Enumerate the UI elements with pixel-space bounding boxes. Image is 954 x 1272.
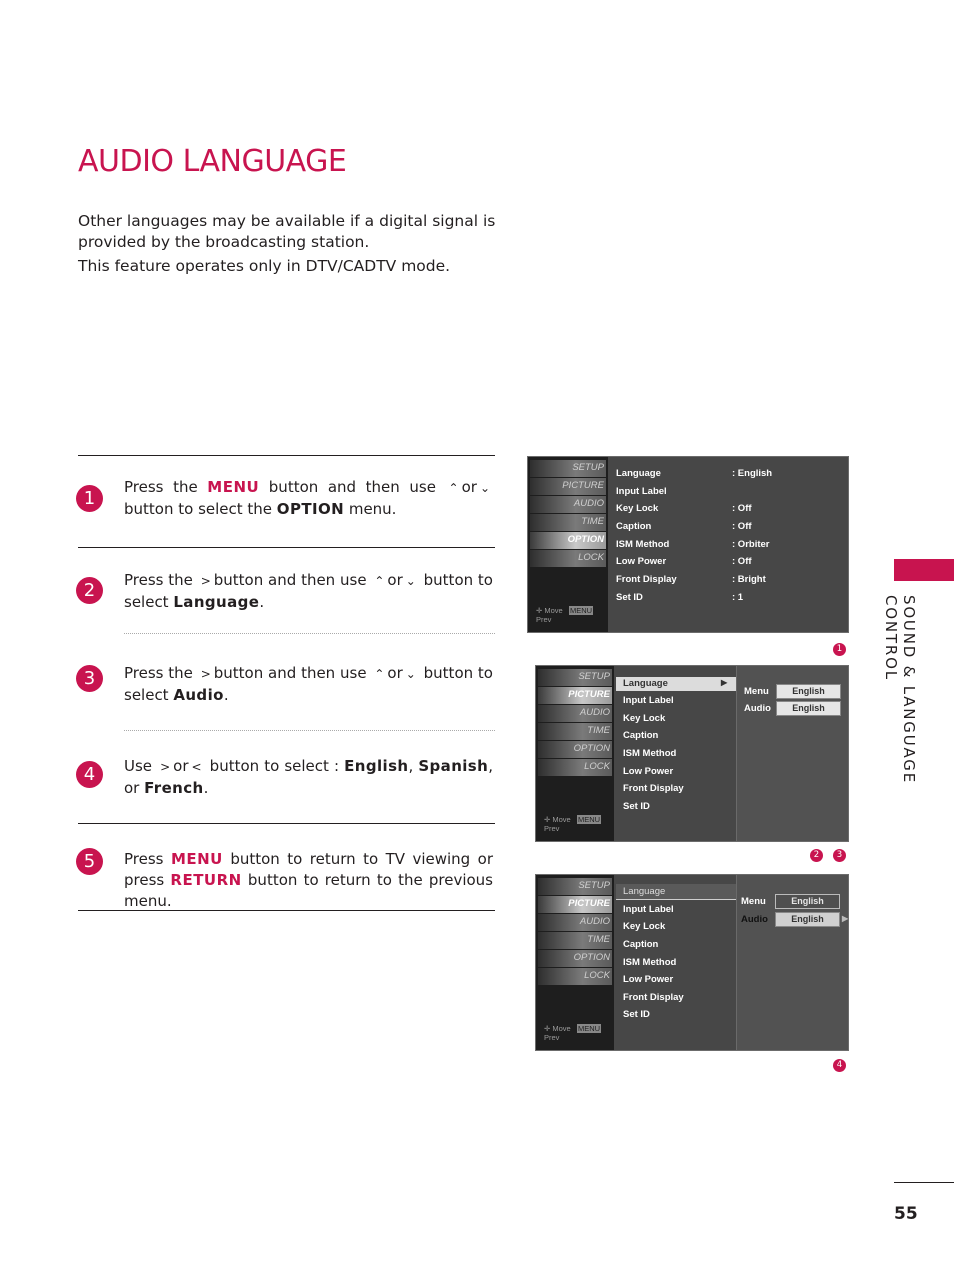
step-number: 2: [76, 577, 103, 604]
osd-footer: ✛ Move MENU Prev: [544, 1024, 601, 1042]
step-marker: 2: [810, 849, 823, 862]
osd-tab-time[interactable]: TIME: [581, 516, 604, 527]
osd-item[interactable]: Caption: [623, 939, 659, 950]
osd-item[interactable]: Input Label: [623, 695, 674, 706]
step-number: 3: [76, 665, 103, 692]
down-arrow-icon: ⌄: [405, 667, 416, 681]
osd-tab-time[interactable]: TIME: [587, 725, 610, 736]
down-arrow-icon: ⌄: [405, 574, 416, 588]
osd-tab-picture[interactable]: PICTURE: [568, 898, 610, 909]
right-triangle-icon: ▶: [721, 678, 728, 687]
osd-item[interactable]: Set ID: [616, 592, 643, 603]
osd-sidebar: [536, 666, 614, 841]
step-marker: 1: [833, 643, 846, 656]
osd-tab-lock[interactable]: LOCK: [578, 552, 604, 563]
intro-note: This feature operates only in DTV/CADTV mode.: [78, 257, 451, 275]
osd-item[interactable]: Key Lock: [623, 921, 666, 932]
intro-paragraph: Other languages may be available if a digital signal is provided by the broadcasting station.: [78, 212, 496, 251]
osd-tab-option[interactable]: OPTION: [567, 534, 604, 545]
osd-item-selected[interactable]: Language: [623, 678, 668, 689]
menu-key: MENU: [170, 850, 223, 868]
osd-item[interactable]: Key Lock: [616, 503, 659, 514]
right-arrow-icon: >: [200, 667, 211, 681]
divider: [78, 823, 495, 824]
osd-value: : Orbiter: [732, 539, 770, 550]
language-keyword: Language: [173, 593, 260, 611]
osd-option-list: [614, 875, 736, 1050]
osd-sub-label: Menu: [744, 686, 769, 697]
osd-value: : Off: [732, 521, 752, 532]
osd-item[interactable]: Language: [616, 468, 661, 479]
right-arrow-icon: >: [160, 760, 171, 774]
up-arrow-icon: ⌃: [448, 481, 459, 495]
osd-tab-audio[interactable]: AUDIO: [579, 707, 610, 718]
osd-tab-picture[interactable]: PICTURE: [568, 689, 610, 700]
osd-item[interactable]: Front Display: [623, 783, 684, 794]
osd-screen-option-menu: [527, 456, 849, 633]
osd-tab-lock[interactable]: LOCK: [584, 970, 610, 981]
osd-item[interactable]: Front Display: [623, 992, 684, 1003]
english-keyword: English: [344, 757, 409, 775]
osd-language-panel: [736, 666, 848, 841]
spanish-keyword: Spanish: [418, 757, 489, 775]
osd-value: : Off: [732, 503, 752, 514]
osd-menu-language-box[interactable]: English: [775, 894, 840, 909]
step-number: 4: [76, 761, 103, 788]
osd-language-panel: [736, 875, 848, 1050]
osd-item[interactable]: Low Power: [623, 974, 674, 985]
osd-value: : English: [732, 468, 773, 479]
osd-tab-setup[interactable]: SETUP: [578, 671, 610, 682]
osd-item[interactable]: Front Display: [616, 574, 677, 585]
osd-audio-language-box[interactable]: English: [775, 912, 840, 927]
menu-key: MENU: [207, 478, 260, 496]
osd-sidebar: [528, 457, 608, 632]
osd-option-list: [608, 457, 848, 632]
osd-tab-picture[interactable]: PICTURE: [562, 480, 604, 491]
step-number: 1: [76, 485, 103, 512]
osd-sub-label: Audio: [744, 703, 771, 714]
step-number: 5: [76, 848, 103, 875]
page-title: AUDIO LANGUAGE: [78, 144, 347, 179]
osd-tab-setup[interactable]: SETUP: [572, 462, 604, 473]
down-arrow-icon: ⌄: [479, 481, 490, 495]
osd-value: : Off: [732, 556, 752, 567]
osd-footer: ✛ Move MENU Prev: [536, 606, 593, 624]
osd-tab-option[interactable]: OPTION: [573, 952, 610, 963]
osd-item[interactable]: ISM Method: [623, 957, 677, 968]
dotted-divider: [124, 633, 495, 634]
step-4-text: Use > or < button to select : English, Spanish, or French.: [124, 757, 493, 797]
osd-option-list: [614, 666, 736, 841]
osd-sub-label: Menu: [741, 896, 766, 907]
osd-item[interactable]: Caption: [616, 521, 652, 532]
osd-value: : Bright: [732, 574, 766, 585]
right-arrow-icon: >: [200, 574, 211, 588]
osd-item[interactable]: Caption: [623, 730, 659, 741]
osd-item[interactable]: Low Power: [623, 766, 674, 777]
osd-sidebar: [536, 875, 614, 1050]
left-arrow-icon: <: [191, 760, 202, 774]
step-2-text: Press the > button and then use ⌃ or ⌄ button to select Language.: [124, 571, 493, 611]
osd-item[interactable]: Input Label: [616, 486, 667, 497]
up-arrow-icon: ⌃: [374, 667, 385, 681]
osd-tab-lock[interactable]: LOCK: [584, 761, 610, 772]
osd-item[interactable]: Set ID: [623, 1009, 650, 1020]
osd-value: : 1: [732, 592, 744, 603]
osd-screen-audio-language: [535, 874, 849, 1051]
osd-tab-option[interactable]: OPTION: [573, 743, 610, 754]
step-marker: 4: [833, 1059, 846, 1072]
osd-item[interactable]: ISM Method: [623, 748, 677, 759]
step-marker: 3: [833, 849, 846, 862]
section-label: SOUND & LANGUAGE CONTROL: [882, 595, 918, 784]
return-key: RETURN: [170, 871, 242, 889]
osd-sub-label-selected: Audio: [741, 914, 768, 925]
osd-item-selected[interactable]: Language: [623, 886, 666, 897]
osd-tab-audio[interactable]: AUDIO: [579, 916, 610, 927]
section-tab: [894, 559, 954, 581]
osd-item[interactable]: Input Label: [623, 904, 674, 915]
osd-item[interactable]: ISM Method: [616, 539, 670, 550]
osd-audio-language-box[interactable]: English: [776, 701, 841, 716]
up-arrow-icon: ⌃: [374, 574, 385, 588]
right-triangle-icon: ▶: [842, 914, 849, 923]
french-keyword: French: [144, 779, 204, 797]
osd-menu-language-box[interactable]: English: [776, 684, 841, 699]
osd-tab-audio[interactable]: AUDIO: [573, 498, 604, 509]
osd-tab-setup[interactable]: SETUP: [578, 880, 610, 891]
audio-keyword: Audio: [173, 686, 224, 704]
osd-item[interactable]: Key Lock: [623, 713, 666, 724]
osd-screen-language-submenu: [535, 665, 849, 842]
option-keyword: OPTION: [276, 500, 345, 518]
step-5-text: Press MENU button to return to TV viewing or press RETURN button to return to the previous menu.: [124, 850, 493, 910]
step-3-text: Press the > button and then use ⌃ or ⌄ button to select Audio.: [124, 664, 493, 704]
page-number: 55: [894, 1204, 918, 1224]
page-number-rule: [894, 1182, 954, 1183]
osd-tab-time[interactable]: TIME: [587, 934, 610, 945]
dotted-divider: [124, 730, 495, 731]
step-1-text: Press the MENU button and then use ⌃ or ⌄ button to select the OPTION menu.: [124, 478, 490, 518]
osd-item[interactable]: Set ID: [623, 801, 650, 812]
osd-item[interactable]: Low Power: [616, 556, 667, 567]
osd-footer: ✛ Move MENU Prev: [544, 815, 601, 833]
divider: [78, 547, 495, 548]
divider: [78, 455, 495, 456]
